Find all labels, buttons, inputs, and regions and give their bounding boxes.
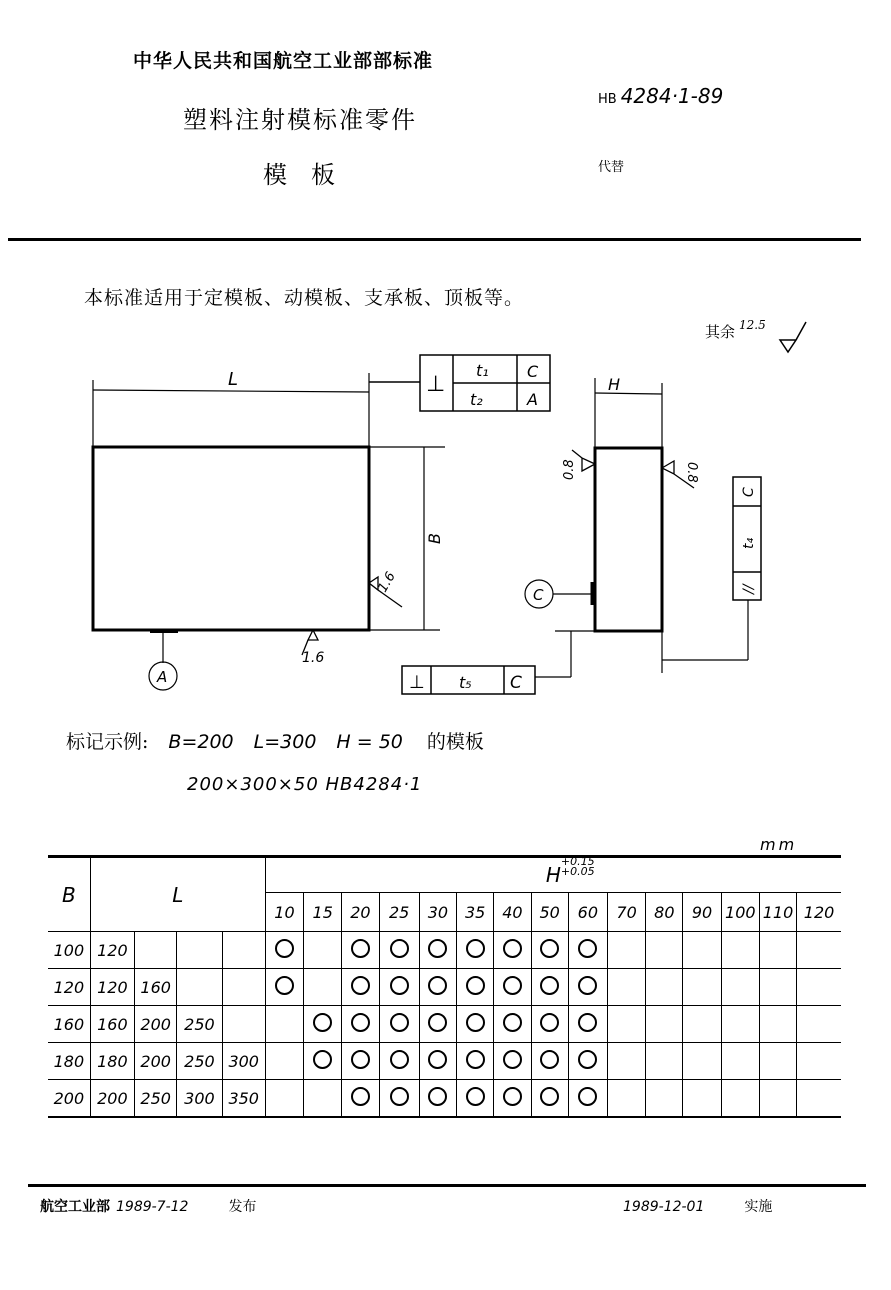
plate-front-view xyxy=(93,447,369,630)
document-subtitle: 模 板 xyxy=(263,161,335,189)
cell-b: 120 xyxy=(48,969,90,1006)
cell-h xyxy=(304,1043,342,1080)
cell-h xyxy=(342,969,379,1006)
replaces-label: 代替 xyxy=(598,160,625,175)
cell-h xyxy=(342,1006,379,1043)
cell-h xyxy=(531,1080,568,1118)
cell-h xyxy=(607,1006,645,1043)
issuing-authority: 中华人民共和国航空工业部部标准 xyxy=(133,50,434,72)
available-circle-icon xyxy=(351,1050,370,1069)
available-circle-icon xyxy=(578,1050,597,1069)
available-circle-icon xyxy=(578,939,597,958)
cell-h xyxy=(797,969,841,1006)
cell-h xyxy=(683,1043,721,1080)
cell-h xyxy=(607,932,645,969)
h-value-header: 40 xyxy=(494,893,531,932)
h-value-header: 120 xyxy=(797,893,841,932)
cell-h xyxy=(304,1080,342,1118)
cell-h xyxy=(342,932,379,969)
available-circle-icon xyxy=(540,976,559,995)
cell-l xyxy=(222,969,265,1006)
dim-b-label: B xyxy=(425,533,444,544)
available-circle-icon xyxy=(390,976,409,995)
cell-h xyxy=(759,1006,796,1043)
header-l: L xyxy=(90,857,265,932)
dimension-table xyxy=(48,855,841,1118)
table-row xyxy=(48,1043,841,1080)
cell-h xyxy=(457,1080,494,1118)
standard-number-value: 4284·1-89 xyxy=(620,84,724,108)
cell-h xyxy=(646,1006,683,1043)
available-circle-icon xyxy=(390,1013,409,1032)
table-row xyxy=(48,932,841,969)
cell-h xyxy=(721,932,759,969)
cell-h xyxy=(721,1080,759,1118)
cell-l: 160 xyxy=(90,1006,134,1043)
svg-text:⊥: ⊥ xyxy=(426,372,446,397)
cell-h xyxy=(646,969,683,1006)
available-circle-icon xyxy=(351,1087,370,1106)
cell-l: 160 xyxy=(135,969,177,1006)
h-value-header: 100 xyxy=(721,893,759,932)
svg-text:0.8: 0.8 xyxy=(562,459,577,480)
footer-issue-date: 1989-7-12 xyxy=(116,1199,189,1215)
available-circle-icon xyxy=(540,1050,559,1069)
cell-h xyxy=(265,1006,303,1043)
cell-l xyxy=(222,932,265,969)
cell-h xyxy=(568,969,607,1006)
cell-h xyxy=(304,932,342,969)
h-value-header: 35 xyxy=(457,893,494,932)
table-row xyxy=(48,969,841,1006)
cell-h xyxy=(494,1043,531,1080)
cell-l xyxy=(135,932,177,969)
table-row xyxy=(48,1006,841,1043)
svg-text:⊥: ⊥ xyxy=(409,672,425,693)
roughness-rest-value: 12.5 xyxy=(739,318,766,332)
available-circle-icon xyxy=(351,1013,370,1032)
cell-h xyxy=(683,969,721,1006)
available-circle-icon xyxy=(578,1087,597,1106)
cell-h xyxy=(531,1043,568,1080)
cell-h xyxy=(494,932,531,969)
h-value-header: 60 xyxy=(568,893,607,932)
cell-h xyxy=(797,1006,841,1043)
h-value-header: 80 xyxy=(646,893,683,932)
unit-label: mm xyxy=(760,835,798,854)
cell-l: 250 xyxy=(177,1006,222,1043)
cell-h xyxy=(759,932,796,969)
marking-code: 200×300×50 HB4284·1 xyxy=(187,774,423,795)
svg-text:A: A xyxy=(527,390,538,409)
h-value-header: 30 xyxy=(419,893,456,932)
available-circle-icon xyxy=(390,1087,409,1106)
h-value-header: 50 xyxy=(531,893,568,932)
available-circle-icon xyxy=(351,976,370,995)
cell-h xyxy=(797,932,841,969)
cell-h xyxy=(457,969,494,1006)
cell-h xyxy=(494,1006,531,1043)
available-circle-icon xyxy=(428,1050,447,1069)
svg-text:C: C xyxy=(527,362,539,381)
table-row xyxy=(48,1080,841,1118)
cell-h xyxy=(419,969,456,1006)
cell-h xyxy=(457,1006,494,1043)
available-circle-icon xyxy=(466,1050,485,1069)
cell-h xyxy=(494,1080,531,1118)
cell-h xyxy=(531,1006,568,1043)
marking-h: H = 50 xyxy=(336,731,403,753)
available-circle-icon xyxy=(313,1050,332,1069)
header-h: H +0.15 +0.05 xyxy=(265,857,841,893)
available-circle-icon xyxy=(466,976,485,995)
cell-l: 350 xyxy=(222,1080,265,1118)
marking-b: B=200 xyxy=(168,731,234,753)
cell-b: 200 xyxy=(48,1080,90,1118)
svg-text://: // xyxy=(741,584,757,594)
cell-h xyxy=(531,969,568,1006)
cell-h xyxy=(568,1006,607,1043)
available-circle-icon xyxy=(578,1013,597,1032)
footer-effective-label: 实施 xyxy=(744,1199,773,1215)
cell-l xyxy=(177,969,222,1006)
cell-h xyxy=(494,969,531,1006)
cell-h xyxy=(342,1043,379,1080)
cell-l: 200 xyxy=(135,1006,177,1043)
footer-issue-label: 发布 xyxy=(228,1199,257,1215)
available-circle-icon xyxy=(390,939,409,958)
svg-text:C: C xyxy=(741,487,757,497)
cell-h xyxy=(531,932,568,969)
available-circle-icon xyxy=(466,1087,485,1106)
h-value-header: 110 xyxy=(759,893,796,932)
cell-h xyxy=(265,932,303,969)
cell-h xyxy=(797,1080,841,1118)
header-b: B xyxy=(48,857,90,932)
cell-h xyxy=(607,1080,645,1118)
standard-prefix: HB xyxy=(598,92,617,107)
cell-h xyxy=(419,1043,456,1080)
cell-h xyxy=(568,1043,607,1080)
h-value-header: 70 xyxy=(607,893,645,932)
available-circle-icon xyxy=(351,939,370,958)
available-circle-icon xyxy=(540,1013,559,1032)
cell-h xyxy=(607,1043,645,1080)
available-circle-icon xyxy=(503,1087,522,1106)
svg-text:t₅: t₅ xyxy=(459,673,472,692)
cell-l: 200 xyxy=(90,1080,134,1118)
cell-h xyxy=(265,1080,303,1118)
svg-text:C: C xyxy=(533,586,544,604)
cell-h xyxy=(721,1006,759,1043)
cell-h xyxy=(646,1080,683,1118)
cell-h xyxy=(646,932,683,969)
cell-l: 250 xyxy=(135,1080,177,1118)
h-value-header: 10 xyxy=(265,893,303,932)
cell-b: 180 xyxy=(48,1043,90,1080)
cell-l: 120 xyxy=(90,932,134,969)
marking-example xyxy=(66,727,484,754)
document-title: 塑料注射模标准零件 xyxy=(183,106,417,134)
cell-h xyxy=(759,1043,796,1080)
cell-h xyxy=(646,1043,683,1080)
cell-h xyxy=(304,969,342,1006)
h-value-header: 20 xyxy=(342,893,379,932)
cell-l xyxy=(177,932,222,969)
available-circle-icon xyxy=(540,939,559,958)
svg-text:1.6: 1.6 xyxy=(375,569,399,595)
h-value-header: 25 xyxy=(379,893,419,932)
marking-label: 标记示例: xyxy=(66,731,149,753)
available-circle-icon xyxy=(503,1013,522,1032)
cell-l: 300 xyxy=(222,1043,265,1080)
cell-l: 300 xyxy=(177,1080,222,1118)
cell-h xyxy=(419,1006,456,1043)
cell-h xyxy=(568,932,607,969)
cell-h xyxy=(304,1006,342,1043)
cell-h xyxy=(419,932,456,969)
dim-l-label: L xyxy=(228,369,239,390)
cell-h xyxy=(721,1043,759,1080)
cell-h xyxy=(379,1006,419,1043)
available-circle-icon xyxy=(578,976,597,995)
cell-h xyxy=(683,932,721,969)
available-circle-icon xyxy=(428,976,447,995)
cell-h xyxy=(457,932,494,969)
marking-suffix: 的模板 xyxy=(426,731,484,753)
roughness-symbol-icon xyxy=(780,322,806,352)
cell-h xyxy=(419,1080,456,1118)
cell-h xyxy=(457,1043,494,1080)
cell-l: 250 xyxy=(177,1043,222,1080)
available-circle-icon xyxy=(428,939,447,958)
h-value-header: 15 xyxy=(304,893,342,932)
cell-h xyxy=(797,1043,841,1080)
svg-text:t₁: t₁ xyxy=(476,361,489,380)
cell-l: 120 xyxy=(90,969,134,1006)
cell-h xyxy=(759,1080,796,1118)
svg-text:C: C xyxy=(510,673,522,693)
available-circle-icon xyxy=(390,1050,409,1069)
footer-effective xyxy=(623,1196,772,1216)
marking-l: L=300 xyxy=(253,731,317,753)
cell-b: 100 xyxy=(48,932,90,969)
cell-h xyxy=(379,1080,419,1118)
available-circle-icon xyxy=(503,1050,522,1069)
cell-h xyxy=(342,1080,379,1118)
scope-text: 本标准适用于定模板、动模板、支承板、顶板等。 xyxy=(84,287,525,309)
available-circle-icon xyxy=(466,939,485,958)
svg-text:0.8: 0.8 xyxy=(684,462,699,483)
available-circle-icon xyxy=(503,976,522,995)
svg-text:t₄: t₄ xyxy=(741,537,757,549)
available-circle-icon xyxy=(313,1013,332,1032)
h-value-header: 90 xyxy=(683,893,721,932)
footer-issuer: 航空工业部 xyxy=(40,1199,110,1215)
plate-side-view xyxy=(595,448,662,631)
available-circle-icon xyxy=(540,1087,559,1106)
cell-l: 180 xyxy=(90,1043,134,1080)
cell-h xyxy=(568,1080,607,1118)
footer-issue xyxy=(40,1196,256,1216)
available-circle-icon xyxy=(275,976,294,995)
footer-divider xyxy=(28,1184,866,1187)
cell-h xyxy=(683,1006,721,1043)
cell-h xyxy=(721,969,759,1006)
cell-h xyxy=(759,969,796,1006)
cell-h xyxy=(379,1043,419,1080)
svg-text:1.6: 1.6 xyxy=(302,650,325,666)
cell-h xyxy=(265,1043,303,1080)
cell-h xyxy=(379,969,419,1006)
svg-text:A: A xyxy=(157,668,168,686)
svg-text:t₂: t₂ xyxy=(470,390,483,409)
footer-effective-date: 1989-12-01 xyxy=(623,1199,705,1215)
roughness-rest-label: 其余 xyxy=(705,323,736,341)
cell-h xyxy=(683,1080,721,1118)
cell-h xyxy=(265,969,303,1006)
cell-l: 200 xyxy=(135,1043,177,1080)
available-circle-icon xyxy=(466,1013,485,1032)
dim-h-label: H xyxy=(608,375,621,394)
available-circle-icon xyxy=(275,939,294,958)
available-circle-icon xyxy=(503,939,522,958)
available-circle-icon xyxy=(428,1013,447,1032)
cell-b: 160 xyxy=(48,1006,90,1043)
cell-h xyxy=(607,969,645,1006)
cell-l xyxy=(222,1006,265,1043)
cell-h xyxy=(379,932,419,969)
available-circle-icon xyxy=(428,1087,447,1106)
